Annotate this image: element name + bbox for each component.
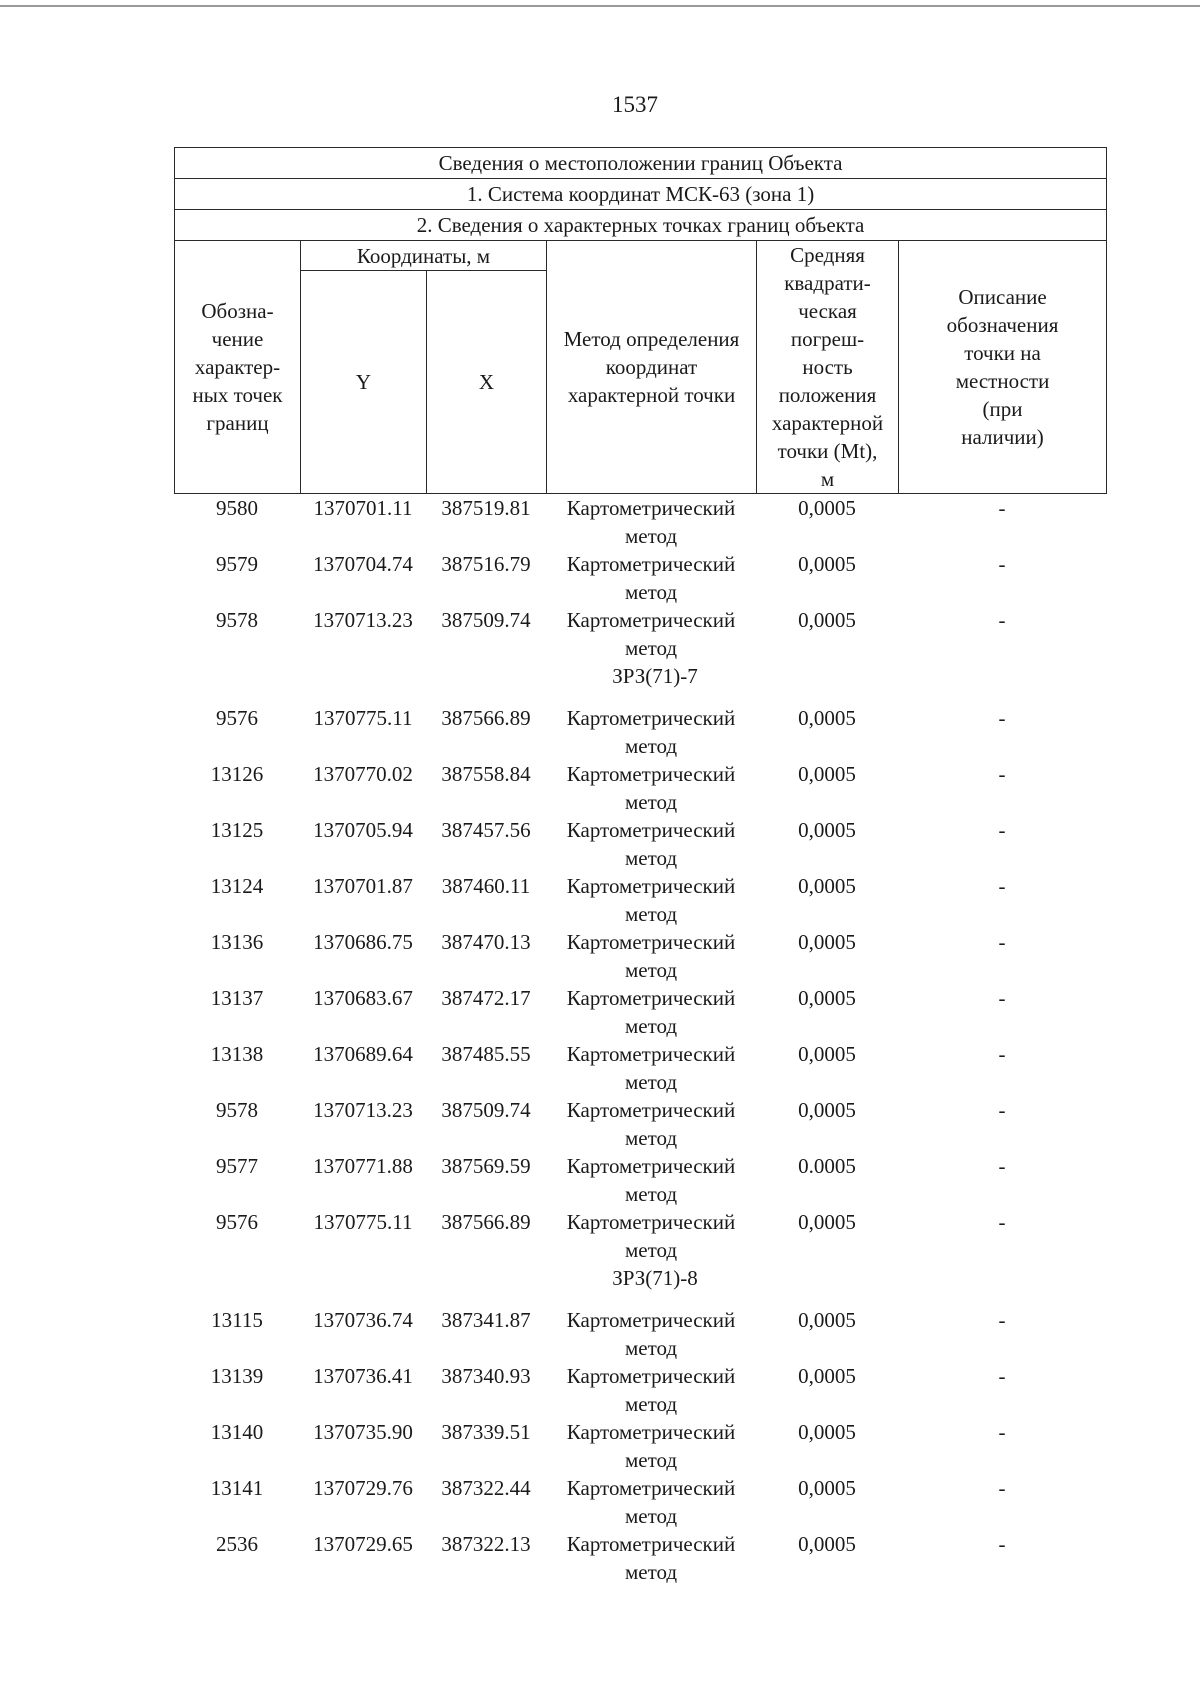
coord-x: 387457.56: [441, 818, 531, 842]
error-value: 0,0005: [798, 1476, 856, 1500]
header-line: квадрати-: [784, 271, 871, 295]
header-line: координат: [605, 355, 698, 379]
table-row: [174, 1530, 1106, 1586]
error-value: 0,0005: [798, 1308, 856, 1332]
point-id: 9578: [216, 608, 258, 632]
header-line: характерной: [771, 411, 884, 435]
point-id: 13141: [210, 1476, 264, 1500]
coord-y: 1370775.11: [313, 1210, 413, 1234]
error-value: 0,0005: [798, 762, 856, 786]
method-main: Картометрический: [566, 552, 736, 576]
method-cell: [546, 760, 756, 816]
coord-x: 387472.17: [441, 986, 531, 1010]
error-value: 0,0005: [798, 552, 856, 576]
coord-x: 387485.55: [441, 1042, 531, 1066]
coord-y: 1370705.94: [313, 818, 413, 842]
method-cell: [546, 1096, 756, 1152]
section-label: ЗРЗ(71)-7: [612, 664, 698, 688]
method-main: Картометрический: [566, 986, 736, 1010]
header-line: обозначения: [946, 313, 1059, 337]
document-content: [174, 147, 1106, 1586]
method-cell: [546, 984, 756, 1040]
method-cell: [546, 928, 756, 984]
header-line: Метод определения: [563, 327, 740, 351]
error-value: 0,0005: [798, 496, 856, 520]
method-main: Картометрический: [566, 1154, 736, 1178]
coord-x: 387509.74: [441, 608, 531, 632]
description-value: -: [998, 496, 1006, 520]
description-value: -: [998, 874, 1006, 898]
method-main: Картометрический: [566, 608, 736, 632]
error-value: 0.0005: [798, 1154, 856, 1178]
method-cell: [546, 494, 756, 550]
method-cell: [546, 1306, 756, 1362]
method-cell: [546, 550, 756, 606]
point-id: 9576: [216, 706, 258, 730]
description-value: -: [998, 552, 1006, 576]
header-line: м: [820, 467, 835, 491]
coord-x: 387322.13: [441, 1532, 531, 1556]
method-cell: [546, 1040, 756, 1096]
coord-y: 1370704.74: [313, 552, 413, 576]
coord-y: 1370729.65: [313, 1532, 413, 1556]
method-main: Картометрический: [566, 1210, 736, 1234]
description-value: -: [998, 1532, 1006, 1556]
description-value: -: [998, 986, 1006, 1010]
description-value: -: [998, 1364, 1006, 1388]
method-cell: [546, 816, 756, 872]
header-line: Средняя: [790, 243, 865, 267]
error-value: 0,0005: [798, 1364, 856, 1388]
header-line: ность: [802, 355, 853, 379]
method-sub: метод: [624, 1448, 678, 1472]
coord-x: 387339.51: [441, 1420, 531, 1444]
coord-x: 387470.13: [441, 930, 531, 954]
coord-x: 387558.84: [441, 762, 531, 786]
coord-y: 1370770.02: [313, 762, 413, 786]
error-value: 0,0005: [798, 818, 856, 842]
header-line: чение: [211, 327, 264, 351]
coord-x: 387460.11: [441, 874, 531, 898]
method-sub: метод: [624, 524, 678, 548]
method-sub: метод: [624, 1392, 678, 1416]
method-sub: метод: [624, 580, 678, 604]
table-row: [174, 928, 1106, 984]
description-value: -: [998, 1308, 1006, 1332]
header-line: (при: [982, 397, 1023, 421]
section-label: ЗРЗ(71)-8: [612, 1266, 698, 1290]
coord-x: 387566.89: [441, 1210, 531, 1234]
point-id: 13126: [210, 762, 264, 786]
coord-x: 387509.74: [441, 1098, 531, 1122]
table-row: [174, 1152, 1106, 1208]
header-table: [174, 147, 1107, 494]
col-header-error: [757, 241, 899, 494]
method-main: Картометрический: [566, 1098, 736, 1122]
col-header-y: Y: [301, 271, 427, 494]
method-main: Картометрический: [566, 706, 736, 730]
method-sub: метод: [624, 1336, 678, 1360]
coord-y: 1370775.11: [313, 706, 413, 730]
method-cell: [546, 704, 756, 760]
method-sub: метод: [624, 1126, 678, 1150]
coord-x: 387341.87: [441, 1308, 531, 1332]
method-cell: [546, 872, 756, 928]
point-id: 13124: [210, 874, 264, 898]
points-table-body: [174, 494, 1106, 1586]
table-row: [174, 872, 1106, 928]
error-value: 0,0005: [798, 1420, 856, 1444]
point-id: 13137: [210, 986, 264, 1010]
description-value: -: [998, 1476, 1006, 1500]
table-row: [174, 1306, 1106, 1362]
point-id: 13115: [211, 1308, 263, 1332]
point-id: 13140: [210, 1420, 264, 1444]
coord-y: 1370713.23: [313, 1098, 413, 1122]
header-line: ческая: [798, 299, 857, 323]
error-value: 0,0005: [798, 1210, 856, 1234]
table-row: [174, 1096, 1106, 1152]
section-row: [174, 1264, 1106, 1306]
point-id: 9580: [216, 496, 258, 520]
description-value: -: [998, 930, 1006, 954]
method-sub: метод: [624, 846, 678, 870]
description-value: -: [998, 1098, 1006, 1122]
method-sub: метод: [624, 734, 678, 758]
top-border-line: [0, 5, 1200, 7]
method-cell: [546, 1362, 756, 1418]
coord-y: 1370713.23: [313, 608, 413, 632]
description-value: -: [998, 1042, 1006, 1066]
coord-y: 1370729.76: [313, 1476, 413, 1500]
col-header-designation: [175, 241, 301, 494]
method-sub: метод: [624, 636, 678, 660]
method-cell: [546, 1530, 756, 1586]
coord-x: 387569.59: [441, 1154, 531, 1178]
table-row: [174, 606, 1106, 662]
col-header-method: [547, 241, 757, 494]
method-main: Картометрический: [566, 1042, 736, 1066]
coord-x: 387322.44: [441, 1476, 531, 1500]
point-id: 9578: [216, 1098, 258, 1122]
method-sub: метод: [624, 1560, 678, 1584]
point-id: 13125: [210, 818, 264, 842]
coord-y: 1370736.74: [313, 1308, 413, 1332]
error-value: 0,0005: [798, 986, 856, 1010]
header-line: характер-: [194, 355, 281, 379]
point-id: 9579: [216, 552, 258, 576]
method-main: Картометрический: [566, 496, 736, 520]
header-line: характерной точки: [567, 383, 736, 407]
error-value: 0,0005: [798, 1042, 856, 1066]
description-value: -: [998, 706, 1006, 730]
error-value: 0,0005: [798, 930, 856, 954]
header-line: положения: [778, 383, 877, 407]
table-row: [174, 704, 1106, 760]
description-value: -: [998, 608, 1006, 632]
point-id: 13136: [210, 930, 264, 954]
method-sub: метод: [624, 1070, 678, 1094]
col-header-coordinates: Координаты, м: [301, 241, 547, 271]
table-row: [174, 1208, 1106, 1264]
method-main: Картометрический: [566, 762, 736, 786]
header-line: точки на: [964, 341, 1041, 365]
header-line: точки (Mt),: [777, 439, 878, 463]
table-row: [174, 1474, 1106, 1530]
error-value: 0,0005: [798, 874, 856, 898]
method-main: Картометрический: [566, 874, 736, 898]
table-row: [174, 1040, 1106, 1096]
method-main: Картометрический: [566, 1420, 736, 1444]
coord-x: 387340.93: [441, 1364, 531, 1388]
description-value: -: [998, 1154, 1006, 1178]
method-main: Картометрический: [566, 1364, 736, 1388]
point-id: 13139: [210, 1364, 264, 1388]
coord-y: 1370771.88: [313, 1154, 413, 1178]
error-value: 0,0005: [798, 608, 856, 632]
points-table: [174, 494, 1106, 1586]
method-sub: метод: [624, 958, 678, 982]
coord-y: 1370686.75: [313, 930, 413, 954]
header-line: Обозна-: [201, 299, 274, 323]
point-id: 13138: [210, 1042, 264, 1066]
point-id: 2536: [216, 1532, 258, 1556]
method-cell: [546, 1152, 756, 1208]
method-cell: [546, 606, 756, 662]
description-value: -: [998, 1210, 1006, 1234]
error-value: 0,0005: [798, 1532, 856, 1556]
coord-y: 1370701.87: [313, 874, 413, 898]
header-line: ных точек: [192, 383, 283, 407]
header-line: погреш-: [790, 327, 865, 351]
description-value: -: [998, 1420, 1006, 1444]
method-main: Картометрический: [566, 930, 736, 954]
coordinate-system-title: 1. Система координат МСК-63 (зона 1): [175, 179, 1107, 210]
error-value: 0,0005: [798, 706, 856, 730]
method-main: Картометрический: [566, 1476, 736, 1500]
table-row: [174, 760, 1106, 816]
method-main: Картометрический: [566, 818, 736, 842]
coord-x: 387566.89: [441, 706, 531, 730]
table-title: Сведения о местоположении границ Объекта: [175, 148, 1107, 179]
method-sub: метод: [624, 790, 678, 814]
table-row: [174, 494, 1106, 550]
description-value: -: [998, 762, 1006, 786]
col-header-description: [899, 241, 1107, 494]
error-value: 0,0005: [798, 1098, 856, 1122]
header-line: границ: [206, 411, 269, 435]
col-header-x: X: [427, 271, 547, 494]
coord-y: 1370736.41: [313, 1364, 413, 1388]
page-number: 1537: [612, 92, 658, 117]
points-title: 2. Сведения о характерных точках границ объекта: [175, 210, 1107, 241]
point-id: 9576: [216, 1210, 258, 1234]
method-cell: [546, 1208, 756, 1264]
coord-x: 387519.81: [441, 496, 531, 520]
method-main: Картометрический: [566, 1532, 736, 1556]
header-line: наличии): [961, 425, 1044, 449]
method-cell: [546, 1418, 756, 1474]
method-main: Картометрический: [566, 1308, 736, 1332]
coord-y: 1370689.64: [313, 1042, 413, 1066]
table-row: [174, 1362, 1106, 1418]
coord-y: 1370735.90: [313, 1420, 413, 1444]
method-sub: метод: [624, 1182, 678, 1206]
method-sub: метод: [624, 1014, 678, 1038]
table-row: [174, 816, 1106, 872]
description-value: -: [998, 818, 1006, 842]
section-row: [174, 662, 1106, 704]
table-row: [174, 550, 1106, 606]
method-sub: метод: [624, 902, 678, 926]
table-row: [174, 984, 1106, 1040]
method-sub: метод: [624, 1238, 678, 1262]
point-id: 9577: [216, 1154, 258, 1178]
coord-y: 1370683.67: [313, 986, 413, 1010]
method-sub: метод: [624, 1504, 678, 1528]
table-row: [174, 1418, 1106, 1474]
coord-y: 1370701.11: [313, 496, 413, 520]
header-line: Описание: [958, 285, 1047, 309]
coord-x: 387516.79: [441, 552, 531, 576]
method-cell: [546, 1474, 756, 1530]
header-line: местности: [955, 369, 1050, 393]
